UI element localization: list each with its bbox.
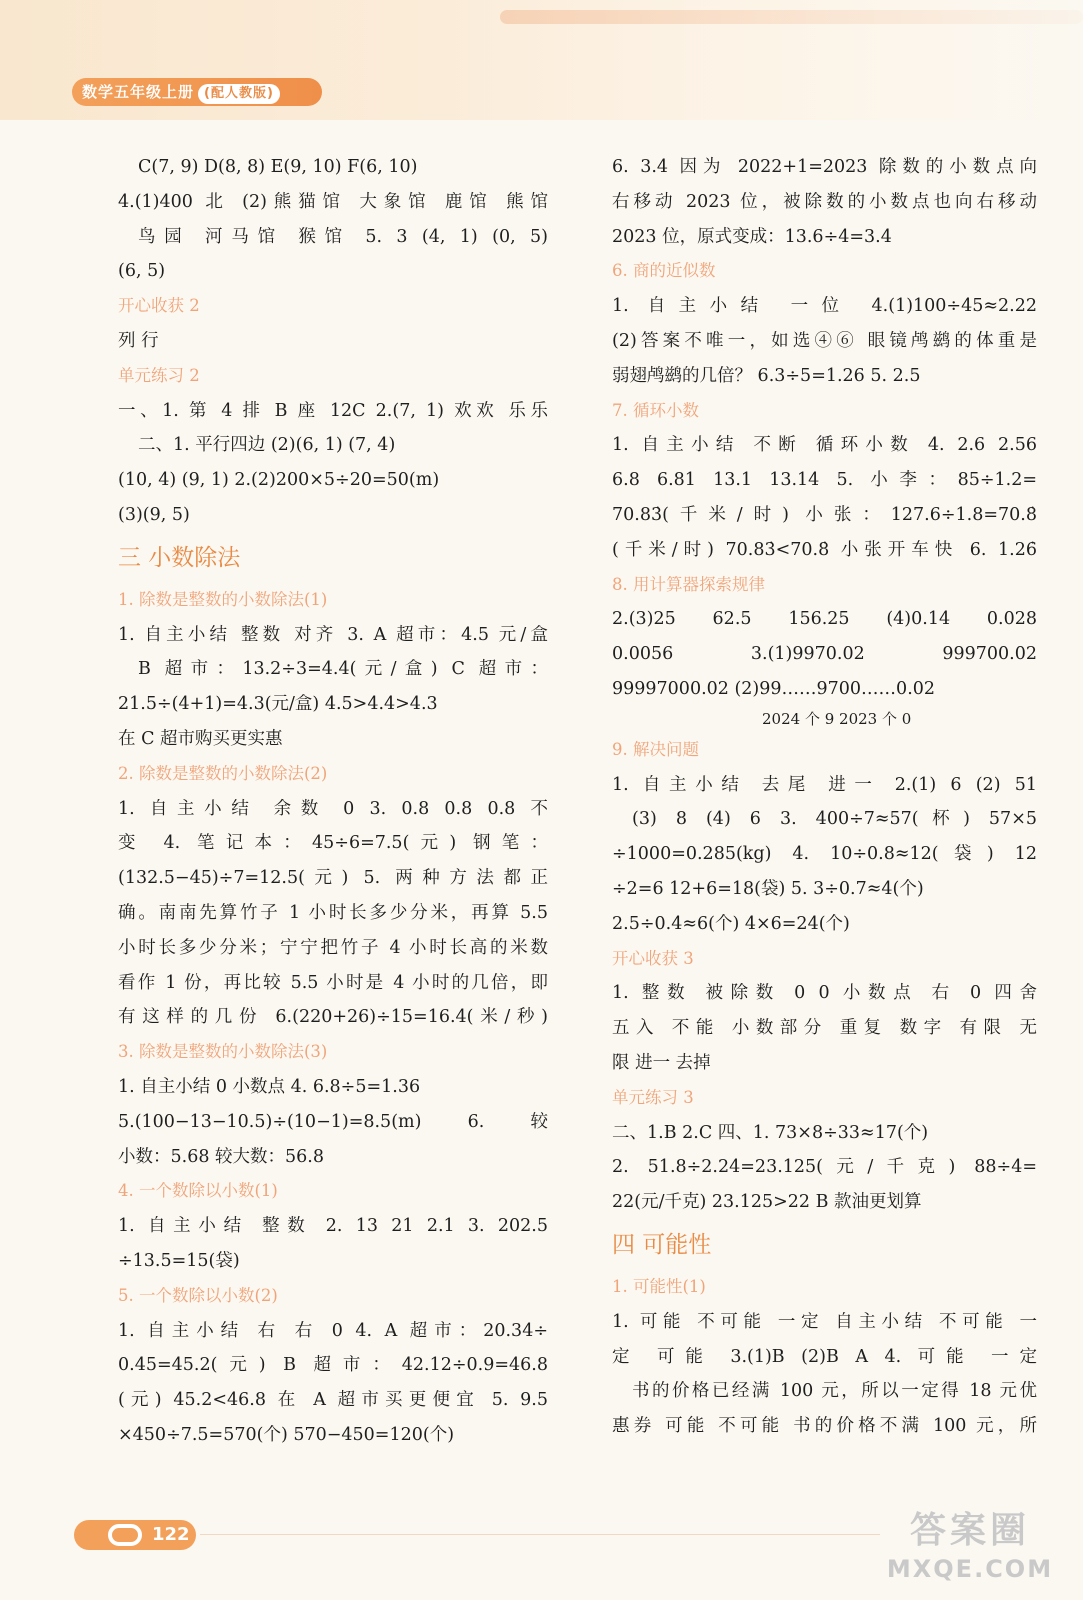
brace-annotation: 2024 个 9 2023 个 0 [762,709,912,728]
section-heading: 开心收获 2 [118,296,200,316]
chapter-heading: 三 小数除法 [118,544,241,571]
section-heading: 7. 循环小数 [612,400,699,420]
section-heading: 5. 一个数除以小数(2) [118,1285,278,1305]
section-heading: 1. 可能性(1) [612,1276,706,1296]
answer-line: 确。南南先算竹子 1 小时长多少分米，再算 5.5 [118,902,548,923]
answer-line: B 超市：13.2÷3=4.4(元/盒) C 超市： [138,659,548,680]
watermark [880,1508,1060,1594]
answer-line: ÷2=6 12+6=18(袋) 5. 3÷0.7≈4(个) [612,878,924,899]
answer-line: (3)(9, 5) [118,504,190,525]
answer-line: 2.(3)25 62.5 156.25 (4)0.14 0.028 [612,609,1037,630]
answer-line: 一、1. 第 4 排 B 座 12C 2.(7, 1) 欢欢 乐乐 [118,400,548,421]
answer-line: 2023 位，原式变成：13.6÷4=3.4 [612,226,892,247]
book-title: 数学五年级上册 [82,83,195,101]
answer-line: 1. 自主小结 余数 0 3. 0.8 0.8 0.8 不 [118,798,548,819]
answer-line: 小时长多少分米；宁宁把竹子 4 小时长高的米数 [118,937,548,958]
section-heading: 开心收获 3 [612,948,694,968]
section-heading: 3. 除数是整数的小数除法(3) [118,1042,328,1062]
section-heading: 4. 一个数除以小数(1) [118,1181,278,1201]
answer-line: 右移动 2023 位，被除数的小数点也向右移动 [612,191,1037,212]
watermark-bottom: MXQE.COM [886,1555,1054,1583]
answer-line: 小数：5.68 较大数：56.8 [118,1146,324,1167]
watermark-top: 答案圈 [909,1510,1030,1551]
answer-line: 0.0056 3.(1)9970.02 999700.02 [612,644,1037,665]
answer-line: 6.8 6.81 13.1 13.14 5. 小李：85÷1.2= [612,470,1037,491]
answer-line: 定 可能 3.(1)B (2)B A 4. 可能 一定 [612,1346,1037,1367]
section-heading: 9. 解决问题 [612,739,699,759]
ring-icon [108,1524,142,1546]
answer-line: 1. 自主小结 去尾 进一 2.(1) 6 (2) 51 [612,774,1037,795]
answer-line: 1. 整数 被除数 0 0 小数点 右 0 四舍 [612,983,1037,1004]
answer-line: 4.(1)400 北 (2)熊猫馆 大象馆 鹿馆 熊馆 [118,191,548,212]
book-title-badge [72,78,322,106]
answer-line: 1. 自主小结 不断 循环小数 4. 2.6 2.56 [612,435,1037,456]
answer-line: 鸟园 河马馆 猴馆 5. 3 (4, 1) (0, 5) [138,226,548,247]
answer-column-right [612,150,1037,1444]
answer-line: 1. 可能 不可能 一定 自主小结 不可能 一 [612,1311,1037,1332]
answer-line: 1. 自主小结 整数 对齐 3. A 超市：4.5 元/盒 [118,624,548,645]
answer-line: (元) 45.2<46.8 在 A 超市买更便宜 5. 9.5 [118,1390,548,1411]
answer-line: 1. 自主小结 整数 2. 13 21 2.1 3. 202.5 [118,1216,548,1237]
answer-line: 22(元/千克) 23.125>22 B 款油更划算 [612,1192,922,1213]
answer-line: 5.(100−13−10.5)÷(10−1)=8.5(m) 6. 较 [118,1111,548,1132]
answer-line: 0.45=45.2(元) B 超市：42.12÷0.9=46.8 [118,1355,548,1376]
answer-line: 99997000.02 (2)99……9700……0.02 [612,678,936,699]
answer-line: (10, 4) (9, 1) 2.(2)200×5÷20=50(m) [118,470,440,491]
answer-line: 列 行 [118,330,159,351]
answer-line: 1. 自主小结 一位 4.(1)100÷45≈2.22 [612,296,1037,317]
section-heading: 8. 用计算器探索规律 [612,574,765,594]
answer-line: 书的价格已经满 100 元，所以一定得 18 元优 [632,1381,1037,1402]
answer-line: 在 C 超市购买更实惠 [118,728,283,749]
answer-line: 1. 自主小结 0 小数点 4. 6.8÷5=1.36 [118,1076,421,1097]
answer-line: 二、1. 平行四边 (2)(6, 1) (7, 4) [138,435,396,456]
answer-line: C(7, 9) D(8, 8) E(9, 10) F(6, 10) [138,157,418,177]
answer-line: 6. 3.4 因为 2022+1=2023 除数的小数点向 [612,157,1037,177]
answer-line: 惠券 可能 不可能 书的价格不满 100 元，所 [612,1416,1037,1437]
page-number: 122 [152,1524,190,1545]
answer-column-left [118,150,548,1453]
answer-line: 二、1.B 2.C 四、1. 73×8÷33≈17(个) [612,1122,929,1143]
answer-line: (千米/时) 70.83̇<70.8̇ 小张开车快 6. 1.26̇ [612,539,1037,560]
answer-line: 看作 1 份，再比较 5.5 小时是 4 小时的几倍，即 [118,972,548,993]
answer-line: 2.5÷0.4≈6(个) 4×6=24(个) [612,913,850,934]
footer-rule [200,1534,880,1535]
answer-line: 有这样的几份 6.(220+26)÷15=16.4(米/秒) [118,1007,548,1028]
answer-line: 弱翅鸬鹚的几倍？ 6.3÷5=1.26 5. 2.5 [612,365,921,386]
section-heading: 2. 除数是整数的小数除法(2) [118,763,328,783]
answer-line: 21.5÷(4+1)=4.3(元/盒) 4.5>4.4>4.3 [118,694,438,715]
book-edition: (配人教版) [198,84,280,104]
section-heading: 6. 商的近似数 [612,261,716,281]
answer-line: 2. 51.8÷2.24=23.125(元/千克) 88÷4= [612,1157,1037,1178]
answer-line: (2)答案不唯一，如选④⑥ 眼镜鸬鹚的体重是 [612,330,1037,351]
answer-line: 五入 不能 小数部分 重复 数字 有限 无 [612,1018,1037,1039]
answer-line: ÷1000=0.285(kg) 4. 10÷0.8≈12(袋) 12 [612,844,1037,865]
answer-line: 变 4. 笔记本：45÷6=7.5(元) 钢笔： [118,833,548,854]
section-heading: 单元练习 2 [118,365,200,385]
section-heading: 单元练习 3 [612,1087,694,1107]
answer-line: ÷13.5=15(袋) [118,1250,240,1271]
answer-line: (132.5−45)÷7=12.5(元) 5. 两种方法都正 [118,868,548,889]
answer-line: ×450÷7.5=570(个) 570−450=120(个) [118,1424,455,1445]
answer-line: (3) 8 (4) 6 3. 400÷7≈57(杯) 57×5 [632,809,1037,830]
answer-line: 限 进一 去掉 [612,1052,711,1073]
answer-line: 70.83̇(千米/时) 小张：127.6÷1.8=70.8̇ [612,504,1037,525]
section-heading: 1. 除数是整数的小数除法(1) [118,589,328,609]
chapter-heading: 四 可能性 [612,1231,712,1258]
header-stripe [500,10,1083,24]
answer-line: (6, 5) [118,261,166,282]
answer-line: 1. 自主小结 右 右 0 4. A 超市：20.34÷ [118,1320,548,1341]
